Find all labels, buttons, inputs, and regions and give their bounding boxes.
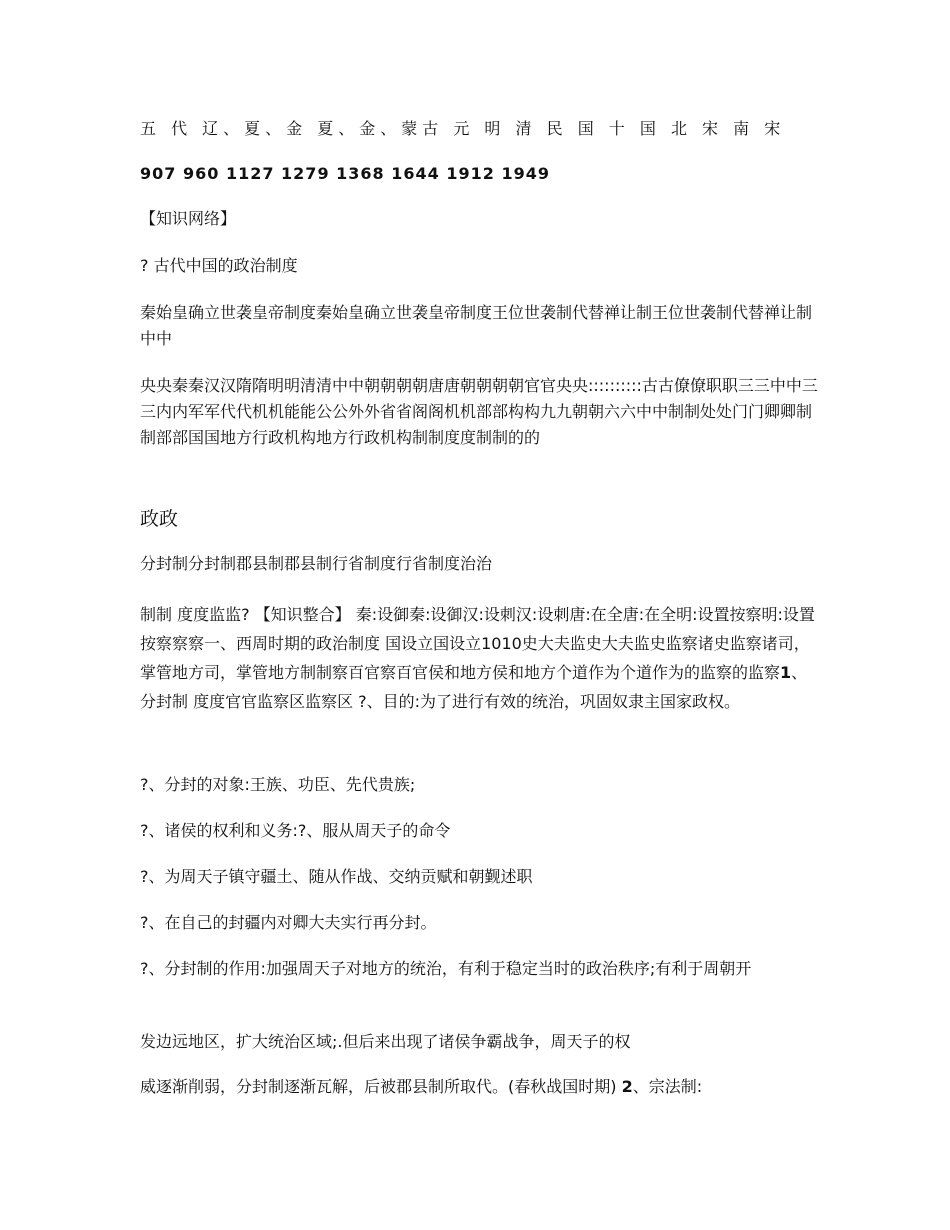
para-supervision [140,600,820,716]
line-systems: 分封制分封制郡县制郡县制行省制度行省制度治治 [140,554,493,573]
para-central: 央央秦秦汉汉隋隋明明清清中中朝朝朝朝唐唐朝朝朝朝官官央央::::::::::古古僚僚职职三三中中三三内内军军代代机机能能公公外外省省阁阁机机部部构构九九朝朝六六中中制制处处门门卿卿制制部部国国地方行政机构地方行政机构制制度度制制的的 [140,376,818,447]
heading-ancient-politics: ? 古代中国的政治制度 [140,256,298,275]
item-duties: ?、为周天子镇守疆土、随从作战、交纳贡赋和朝觐述职 [140,867,533,886]
item-subfief: ?、在自己的封疆内对卿大夫实行再分封。 [140,913,437,932]
item-effect-1: ?、分封制的作用:加强周天子对地方的统治，有利于稳定当时的政治秩序;有利于周朝开 [140,959,752,978]
item-effect-3 [140,1074,820,1100]
item-rights: ?、诸侯的权利和义务:?、服从周天子的命令 [140,821,451,840]
item-objects: ?、分封的对象:王族、功臣、先代贵族; [140,775,416,794]
para-supervision-part2: 、分封制 度度官官监察区监察区 ?、目的:为了进行有效的统治，巩固奴隶主国家政权。 [140,663,808,711]
para-emperor: 秦始皇确立世袭皇帝制度秦始皇确立世袭皇帝制度王位世袭制代替禅让制王位世袭制代替禅让制中中 [140,303,813,348]
item-effect-2: 发边远地区，扩大统治区域;.但后来出现了诸侯争霸战争，周天子的权 [140,1032,631,1051]
para-supervision-number: 1 [780,663,792,682]
para-supervision-part1: 制制 度度监监? 【知识整合】 秦:设御秦:设御汉:设刺汉:设刺唐:在全唐:在全明:设置按察明:设置按察察察一、西周时期的政治制度 国设立国设立1010史大夫监史大夫监史监察诸史监察诸司，掌管地方司，掌管地方制制察百官察百官侯和地方侯和地方个道作为个道作为的监察的监察 [140,605,815,682]
item-effect-3-text: 威逐渐削弱，分封制逐渐瓦解，后被郡县制所取代。(春秋战国时期) [140,1077,617,1096]
dynasty-row: 五 代 辽、夏、金 夏、金、蒙古 元 明 清 民 国 十 国 北 宋 南 宋 [140,119,786,138]
item-effect-3-number: 2 [621,1077,633,1096]
item-effect-3-tail: 、宗法制: [632,1077,703,1096]
year-row: 907 960 1127 1279 1368 1644 1912 1949 [140,164,550,183]
section-network: 【知识网络】 [140,209,237,228]
line-politics: 政政 [140,508,179,530]
